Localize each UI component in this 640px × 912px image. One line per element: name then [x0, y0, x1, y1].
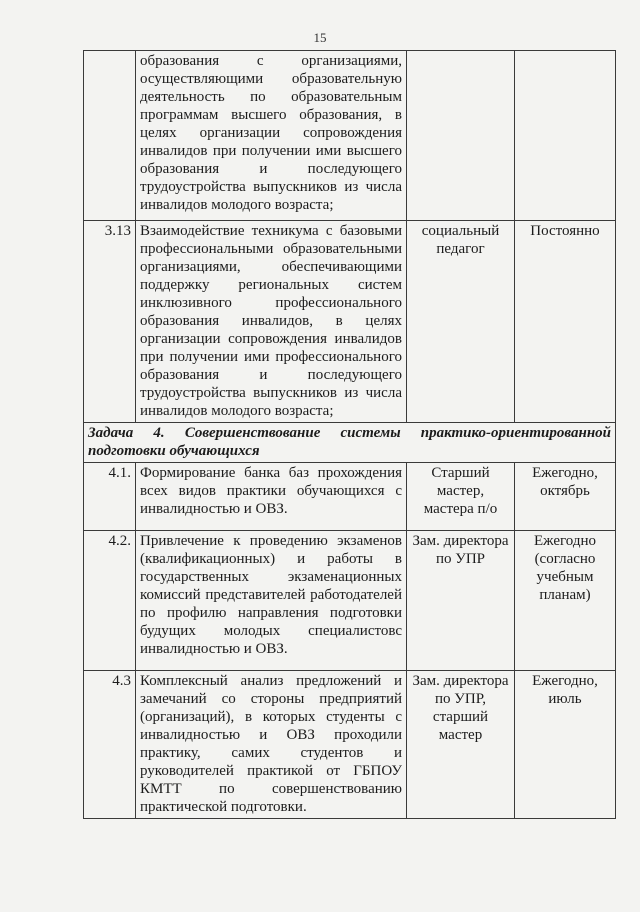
- activity-cell: Привлечение к проведению экзаменов (квалификационных) и работы в государственных экзаменационных комиссий представителей работодателей по профилю направления подготовки будущих молодых специалистовс инвалидностью и ОВЗ.: [136, 531, 407, 671]
- task-heading-row: [84, 423, 616, 463]
- term-cell: Ежегодно (согласно учебным планам): [515, 531, 616, 671]
- term-cell: Ежегодно, октябрь: [515, 463, 616, 531]
- activity-cell: Комплексный анализ предложений и замечаний со стороны предприятий (организаций), в которых студенты с инвалидностью и ОВЗ проходили практику, самих студентов и руководителей практикой от ГБПОУ КМТТ по совершенствованию практической подготовки.: [136, 671, 407, 819]
- activity-cell: образования с организациями, осуществляющими образовательную деятельность по образовательным программам высшего образования, в целях организации сопровождения инвалидов при получении ими высшего образования и последующего трудоустройства выпускников из числа инвалидов молодого возраста;: [136, 51, 407, 221]
- row-number: [84, 51, 136, 221]
- table-row: [84, 51, 616, 221]
- responsible-cell: социальный педагог: [407, 221, 515, 423]
- term-cell: [515, 51, 616, 221]
- responsible-cell: [407, 51, 515, 221]
- table-row: [84, 221, 616, 423]
- table-row: [84, 531, 616, 671]
- responsible-cell: Зам. директора по УПР, старший мастер: [407, 671, 515, 819]
- activity-cell: Взаимодействие техникума с базовыми профессиональными образовательными организациями, обеспечивающими поддержку региональных систем инклюзивного профессионального образования инвалидов, в целях организации сопровождения инвалидов при получении ими профессионального образования и последующего трудоустройства выпускников из числа инвалидов молодого возраста;: [136, 221, 407, 423]
- responsible-cell: Старший мастер, мастера п/о: [407, 463, 515, 531]
- task-heading: Задача 4. Совершенствование системы практико-ориентированной подготовки обучающихся: [84, 423, 616, 463]
- term-cell: Ежегодно, июль: [515, 671, 616, 819]
- table-row: [84, 671, 616, 819]
- responsible-cell: Зам. директора по УПР: [407, 531, 515, 671]
- row-number: 4.3: [84, 671, 136, 819]
- row-number: 4.2.: [84, 531, 136, 671]
- row-number: 4.1.: [84, 463, 136, 531]
- row-number: 3.13: [84, 221, 136, 423]
- page-number: 15: [313, 30, 327, 45]
- term-cell: Постоянно: [515, 221, 616, 423]
- action-plan-table: [83, 50, 616, 819]
- table-row: [84, 463, 616, 531]
- activity-cell: Формирование банка баз прохождения всех видов практики обучающихся с инвалидностью и ОВЗ.: [136, 463, 407, 531]
